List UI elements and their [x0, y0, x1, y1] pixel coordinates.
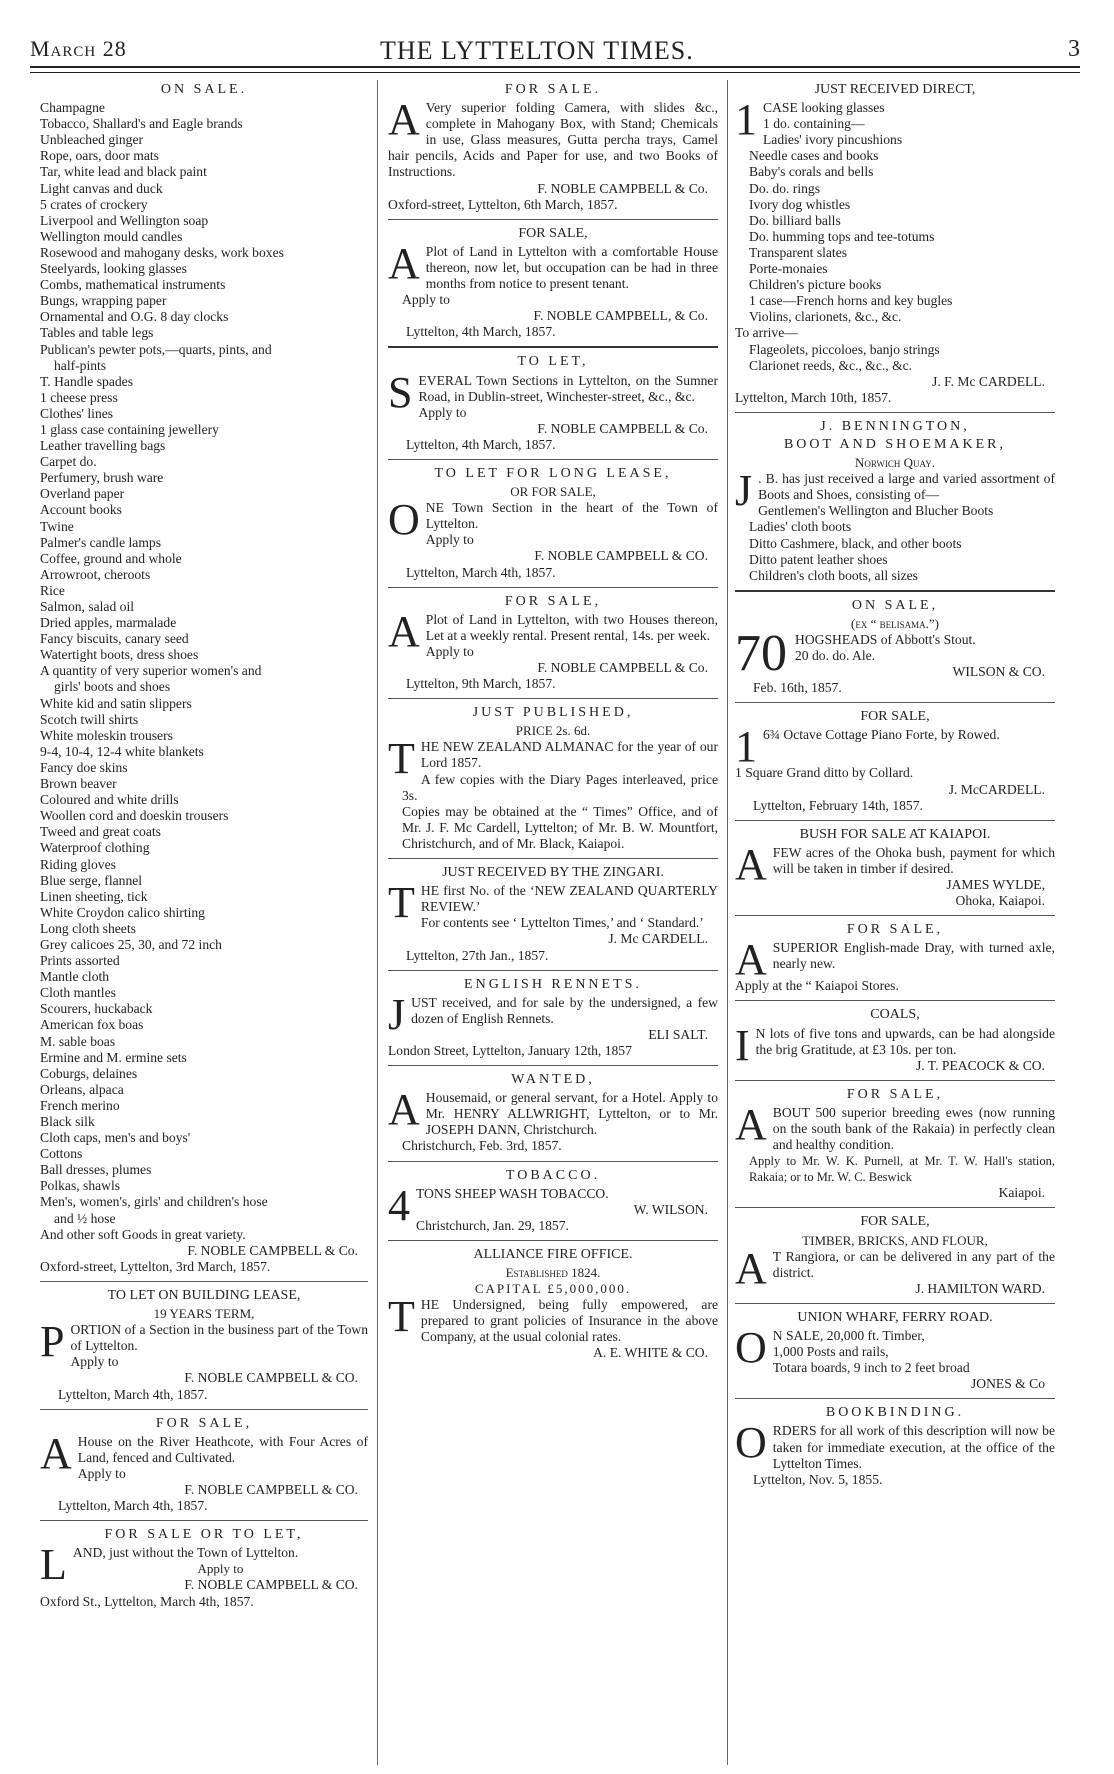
- ad-separator: [735, 412, 1055, 413]
- drop-capital: A: [388, 606, 420, 656]
- list-item: Woollen cord and doeskin trousers: [40, 808, 229, 824]
- ad-signature: A. E. WHITE & CO.: [593, 1345, 708, 1361]
- list-item: Wellington mould candles: [40, 228, 183, 244]
- ad-heading: JUST RECEIVED BY THE ZINGARI.: [442, 865, 664, 881]
- ad-subheading: OR FOR SALE,: [510, 484, 596, 500]
- drop-capital: 1: [735, 722, 757, 772]
- paper-title: THE LYTTELTON TIMES.: [380, 36, 694, 65]
- ad-heading: ON SALE.: [160, 82, 248, 97]
- list-item: Bungs, wrapping paper: [40, 293, 167, 309]
- ad-separator: [388, 219, 718, 220]
- list-item: Rice: [40, 582, 65, 598]
- list-item: Tweed and great coats: [40, 824, 161, 840]
- ad-signature: WILSON & CO.: [952, 664, 1045, 680]
- list-item: Coffee, ground and whole: [40, 550, 182, 566]
- ad-signature: F. NOBLE CAMPBELL & CO.: [534, 548, 708, 564]
- ad-signature: F. NOBLE CAMPBELL, & Co.: [533, 308, 708, 324]
- list-item: Overland paper: [40, 486, 125, 502]
- list-item: Porte-monaies: [749, 261, 828, 277]
- ad-heading: FOR SALE,: [846, 1086, 944, 1102]
- drop-capital: A: [40, 1428, 72, 1478]
- list-item: Do. billiard balls: [749, 212, 841, 228]
- ad-separator: [735, 1398, 1055, 1399]
- list-item: Transparent slates: [749, 244, 848, 260]
- list-item: Tar, white lead and black paint: [40, 164, 207, 180]
- ad-signature: J. Mc CARDELL.: [608, 931, 708, 947]
- ad-date: Christchurch, Feb. 3rd, 1857.: [402, 1138, 562, 1154]
- list-item: Ermine and M. ermine sets: [40, 1049, 187, 1065]
- ad-heading: JUST PUBLISHED,: [472, 705, 634, 721]
- ad-separator: [735, 702, 1055, 703]
- ad-separator: [388, 1065, 718, 1066]
- ad-body: AFEW acres of the Ohoka bush, payment for which will be taken in timber if desired.: [735, 839, 1055, 889]
- list-item: Leather travelling bags: [40, 438, 166, 454]
- drop-capital: T: [388, 1292, 415, 1342]
- drop-capital: O: [735, 1418, 767, 1468]
- ad-body: SEVERAL Town Sections in Lyttelton, on the Sumner Road, in Dublin-street, Winchester-street, &c., &c.: [388, 367, 718, 417]
- ad-body: THE NEW ZEALAND ALMANAC for the year of our Lord 1857.: [388, 734, 718, 784]
- ad-body: 1 6¾ Octave Cottage Piano Forte, by Rowed.: [735, 722, 1000, 772]
- list-item: 1 case—French horns and key bugles: [749, 293, 953, 309]
- drop-capital: T: [388, 878, 415, 928]
- ad-body: ORDERS for all work of this description will now be taken for immediate execution, at the office of the Lyttelton Times.: [735, 1418, 1055, 1471]
- ad-heading: J. BENNINGTON,: [820, 418, 970, 434]
- ad-signature: F. NOBLE CAMPBELL & Co.: [187, 1242, 358, 1258]
- list-item: Rope, oars, door mats: [40, 148, 159, 164]
- list-item: Long cloth sheets: [40, 920, 136, 936]
- ad-signature: F. NOBLE CAMPBELL & Co.: [537, 180, 708, 196]
- drop-numeral: 70: [735, 625, 787, 682]
- list-item: Combs, mathematical instruments: [40, 277, 226, 293]
- ad-heading: FOR SALE,: [846, 922, 944, 938]
- list-item: Ladies' cloth boots: [749, 519, 852, 535]
- ad-body: ABOUT 500 superior breeding ewes (now running on the south bank of the Rakaia) in perfectly clean and healthy condition.: [735, 1099, 1055, 1153]
- list-item: Ditto patent leather shoes: [749, 551, 888, 567]
- ad-apply: Apply to: [418, 404, 467, 420]
- list-item: Polkas, shawls: [40, 1178, 121, 1194]
- list-item: Cottons: [40, 1146, 83, 1162]
- ad-heading: FOR SALE,: [155, 1415, 253, 1431]
- list-item: Brown beaver: [40, 776, 117, 792]
- ad-separator: [388, 970, 718, 971]
- ad-body: ASUPERIOR English-made Dray, with turned axle, nearly new.: [735, 935, 1055, 985]
- list-item: Ornamental and O.G. 8 day clocks: [40, 309, 229, 325]
- ad-body: ONE Town Section in the heart of the Town of Lyttelton.: [388, 495, 718, 545]
- list-item: half-pints: [54, 357, 107, 373]
- drop-capital: A: [735, 839, 767, 889]
- list-item: White Croydon calico shirting: [40, 904, 205, 920]
- ad-zingari: [388, 865, 718, 964]
- ad-body: A Very superior folding Camera, with slides &c., complete in Mahogany Box, with Stand; Chemicals in use, Glass measures, Gutta percha trays, Camel hair pencils, Acids and Paper for use, and two Books of Instructions.: [388, 95, 718, 180]
- list-item: American fox boas: [40, 1017, 144, 1033]
- ad-separator: [388, 698, 718, 699]
- ad-paragraph: Copies may be obtained at the “ Times” Office, and of Mr. J. F. Mc Cardell, Lyttelton; of Mr. B. W. Mountfort, Christchurch, and of Mr. Black, Kaiapoi.: [402, 803, 718, 851]
- issue-date: March 28: [30, 36, 127, 61]
- ad-heading: FOR SALE,: [860, 1214, 930, 1230]
- drop-capital: O: [735, 1323, 767, 1372]
- ad-separator: [40, 1409, 368, 1410]
- ad-date: Feb. 16th, 1857.: [753, 680, 842, 696]
- list-item: Cloth mantles: [40, 985, 116, 1001]
- ad-body: I N lots of five tons and upwards, can be had alongside the brig Gratitude, at £3 10s. per ton.: [735, 1020, 1055, 1070]
- ad-heading: TO LET ON BUILDING LEASE,: [107, 1287, 301, 1303]
- ad-signature: J. T. PEACOCK & CO.: [915, 1057, 1045, 1073]
- ad-capital: CAPITAL £5,000,000.: [474, 1281, 632, 1297]
- ad-building-lease: [40, 1288, 368, 1403]
- ad-on-sale-goods: [40, 82, 368, 1275]
- ad-camera: [388, 82, 718, 213]
- list-item: White moleskin trousers: [40, 727, 173, 743]
- list-item: Arrowroot, cheroots: [40, 566, 151, 582]
- list-item: Tables and table legs: [40, 325, 154, 341]
- drop-capital: S: [388, 367, 413, 417]
- ad-date: Lyttelton, 9th March, 1857.: [406, 676, 556, 692]
- list-item: and ½ hose: [54, 1210, 116, 1226]
- list-item: Grey calicoes 25, 30, and 72 inch: [40, 936, 222, 952]
- ad-separator: [735, 915, 1055, 916]
- ad-place: Kaiapoi.: [998, 1185, 1045, 1201]
- ad-subheading: Established 1824.: [505, 1265, 601, 1280]
- column-divider-2: [727, 80, 728, 1765]
- ad-separator: [388, 346, 718, 348]
- list-item: Ivory dog whistles: [749, 196, 851, 212]
- list-item: Account books: [40, 502, 122, 518]
- ad-timber: [735, 1214, 1055, 1296]
- drop-capital: A: [388, 238, 420, 288]
- ad-separator: [40, 1520, 368, 1521]
- ad-separator: [735, 590, 1055, 592]
- ad-date: Lyttelton, 4th March, 1857.: [406, 324, 556, 340]
- list-item: Violins, clarionets, &c., &c.: [749, 309, 902, 325]
- ad-separator: [40, 1281, 368, 1282]
- ad-signature: F. NOBLE CAMPBELL & CO.: [184, 1577, 358, 1593]
- drop-capital: J: [735, 466, 753, 516]
- list-item: Light canvas and duck: [40, 180, 163, 196]
- column-3: [735, 80, 1055, 1765]
- list-item: M. sable boas: [40, 1033, 116, 1049]
- ad-alliance: [388, 1247, 718, 1362]
- ad-signature: JONES & Co: [970, 1376, 1045, 1392]
- ad-just-received: JUST RECEIVED DIRECT, 1 CASE looking glasses 1 do. containing— Ladies' ivory pincushions Needle cases and books Baby's corals and bells Do. do. rings Ivory dog whistles Do. billiard balls Do. humming tops and tee-totums Transparent slates Porte-monaies Children's picture books 1 case—French horns and key bugles Violins, clarionets, &c., &c. To arrive— Flageolets, piccoloes, banjo strings Clarionet reeds, &c., &c., &c. J. F. Mc CARDELL. Lyttelton, March 10th, 1857.: [735, 82, 1055, 406]
- ad-date: Lyttelton, Nov. 5, 1855.: [753, 1471, 883, 1487]
- ad-piano: FOR SALE, 1 6¾ Octave Cottage Piano Forte, by Rowed. 1 Square Grand ditto by Collard. J. McCARDELL. Lyttelton, February 14th, 1857.: [735, 709, 1055, 813]
- drop-capital: A: [388, 95, 420, 145]
- list-item: Fancy doe skins: [40, 759, 128, 775]
- ad-plot-sale: [388, 226, 718, 341]
- ad-paragraph: For contents see ‘ Lyttelton Times,’ and ‘ Standard.’: [420, 915, 704, 931]
- ad-heading: FOR SALE,: [518, 225, 588, 241]
- list-item: Prints assorted: [40, 953, 120, 969]
- ad-subheading: BOOT AND SHOEMAKER,: [783, 436, 1007, 452]
- ad-date: Lyttelton, March 4th, 1857.: [58, 1498, 208, 1514]
- goods-list: [40, 100, 368, 1243]
- list-item: Palmer's candle lamps: [40, 534, 161, 550]
- page-number: 3: [1068, 36, 1080, 62]
- ad-apply: Apply to: [77, 1465, 126, 1481]
- ad-heading: UNION WHARF, FERRY ROAD.: [797, 1309, 993, 1325]
- list-item: Coloured and white drills: [40, 792, 179, 808]
- ad-land-sale: [40, 1527, 368, 1609]
- drop-capital: A: [735, 935, 767, 985]
- ad-body: JUST received, and for sale by the undersigned, a few dozen of English Rennets.: [388, 989, 718, 1039]
- ad-signature: JAMES WYLDE,: [946, 877, 1045, 893]
- ad-separator: [735, 1000, 1055, 1001]
- ad-separator: [388, 587, 718, 588]
- ad-date: London Street, Lyttelton, January 12th, 1857: [388, 1042, 632, 1058]
- ad-heading: TO LET,: [517, 354, 589, 370]
- ad-signature: F. NOBLE CAMPBELL & CO.: [184, 1481, 358, 1497]
- list-item: 1 do. containing—: [763, 116, 865, 132]
- list-item: Blue serge, flannel: [40, 872, 143, 888]
- list-item: Clothes' lines: [40, 405, 114, 421]
- list-item: Ladies' ivory pincushions: [763, 132, 903, 148]
- ad-heading: ON SALE,: [851, 597, 939, 613]
- ad-heading: ALLIANCE FIRE OFFICE.: [473, 1246, 633, 1262]
- ad-subheading: PRICE 2s. 6d.: [515, 723, 591, 739]
- list-item: Needle cases and books: [749, 148, 879, 164]
- ad-separator: [735, 1303, 1055, 1304]
- ad-paragraph: A few copies with the Diary Pages interleaved, price 3s.: [402, 771, 718, 803]
- ad-body: J . B. has just received a large and varied assortment of Boots and Shoes, consisting of—: [735, 466, 1055, 516]
- list-item: French merino: [40, 1097, 120, 1113]
- drop-capital: I: [735, 1020, 750, 1070]
- goods-list: [735, 116, 1055, 374]
- column-divider-1: [377, 80, 378, 1765]
- goods-list: [735, 503, 1055, 583]
- list-item: Salmon, salad oil: [40, 599, 135, 614]
- ad-bookbinding: [735, 1405, 1055, 1487]
- list-item: Watertight boots, dress shoes: [40, 647, 199, 663]
- ad-heading: BUSH FOR SALE AT KAIAPOI.: [799, 826, 991, 842]
- list-item: Liverpool and Wellington soap: [40, 212, 209, 228]
- list-item: And other soft Goods in great variety.: [40, 1226, 246, 1242]
- list-item: Children's picture books: [749, 277, 882, 293]
- drop-capital: J: [388, 989, 406, 1039]
- ad-heading: TO LET FOR LONG LEASE,: [434, 465, 672, 481]
- ad-bennington: [735, 419, 1055, 584]
- ad-heading: FOR SALE OR TO LET,: [104, 1527, 304, 1543]
- list-item: Unbleached ginger: [40, 132, 144, 148]
- ad-apply: Apply to: [425, 643, 474, 659]
- ad-signature: F. NOBLE CAMPBELL & Co.: [537, 420, 708, 436]
- drop-capital: P: [40, 1317, 65, 1367]
- ad-separator: [388, 1161, 718, 1162]
- ad-heading: FOR SALE.: [504, 82, 602, 97]
- ad-signature: J. HAMILTON WARD.: [915, 1280, 1045, 1296]
- ad-separator: [388, 1240, 718, 1241]
- list-item: Dried apples, marmalade: [40, 615, 177, 631]
- ad-subheading: TIMBER, BRICKS, AND FLOUR,: [802, 1232, 988, 1248]
- ad-body: A T Rangiora, or can be delivered in any part of the district.: [735, 1243, 1055, 1293]
- list-item: Perfumery, brush ware: [40, 470, 164, 486]
- drop-capital: 4: [388, 1180, 410, 1230]
- column-1: [40, 80, 368, 1765]
- list-item: 5 crates of crockery: [40, 196, 148, 212]
- ad-place: Ohoka, Kaiapoi.: [955, 893, 1045, 909]
- ad-body: A Housemaid, or general servant, for a Hotel. Apply to Mr. HENRY ALLWRIGHT, Lyttelton, or to Mr. JOSEPH DANN, Christchurch.: [388, 1085, 718, 1138]
- ad-heading: BOOKBINDING.: [825, 1405, 965, 1421]
- list-item: Do. humming tops and tee-totums: [749, 228, 935, 244]
- ad-separator: [735, 820, 1055, 821]
- list-item: 1 cheese press: [40, 389, 118, 405]
- list-item: Waterproof clothing: [40, 840, 150, 856]
- ad-dray: [735, 922, 1055, 994]
- list-item: T. Handle spades: [40, 373, 133, 389]
- ad-to-let: [388, 354, 718, 453]
- ad-apply: Apply to: [425, 532, 474, 548]
- ad-body: THE first No. of the ‘NEW ZEALAND QUARTERLY REVIEW.’: [388, 878, 718, 928]
- list-item: Riding gloves: [40, 856, 116, 872]
- ad-heading: WANTED,: [511, 1072, 595, 1088]
- ad-date: Oxford-street, Lyttelton, 6th March, 1857.: [388, 196, 618, 212]
- list-item: Coburgs, delaines: [40, 1065, 138, 1081]
- list-item: A quantity of very superior women's and: [40, 663, 262, 679]
- ad-subheading: 19 YEARS TERM,: [153, 1306, 255, 1322]
- list-item: Cloth caps, men's and boys': [40, 1130, 191, 1146]
- ad-apply: Apply to: [70, 1354, 119, 1370]
- ad-subheading: (ex “ belisama.”): [851, 615, 939, 631]
- list-item: Publican's pewter pots,—quarts, pints, and: [40, 341, 272, 357]
- drop-capital: A: [388, 1085, 420, 1135]
- ad-date: Lyttelton, February 14th, 1857.: [753, 797, 923, 813]
- ad-signature: ELI SALT.: [648, 1026, 708, 1042]
- drop-capital: T: [388, 734, 415, 784]
- ad-signature: J. F. Mc CARDELL.: [932, 373, 1045, 389]
- list-item: Baby's corals and bells: [749, 164, 874, 180]
- ad-plot-sale-2: [388, 594, 718, 693]
- masthead: [30, 36, 1080, 70]
- ad-date: Lyttelton, March 4th, 1857.: [406, 564, 556, 580]
- list-item: Linen sheeting, tick: [40, 888, 148, 904]
- drop-capital: 1: [735, 95, 757, 145]
- list-item: 1 glass case containing jewellery: [40, 421, 219, 437]
- list-item: Mantle cloth: [40, 969, 110, 985]
- list-item: Clarionet reeds, &c., &c., &c.: [749, 357, 913, 373]
- list-item: Champagne: [40, 100, 105, 116]
- list-item: girls' boots and shoes: [54, 679, 171, 695]
- list-item: Scourers, huckaback: [40, 1001, 153, 1017]
- ad-heading: FOR SALE,: [860, 709, 930, 725]
- ad-heading: FOR SALE,: [504, 593, 602, 609]
- ad-rennets: [388, 977, 718, 1059]
- ad-body: A House on the River Heathcote, with Four Acres of Land, fenced and Cultivated.: [40, 1428, 368, 1478]
- ad-house-sale: [40, 1416, 368, 1515]
- ad-signature: F. NOBLE CAMPBELL & Co.: [537, 660, 708, 675]
- ad-separator: [735, 1080, 1055, 1081]
- list-item: Rosewood and mahogany desks, work boxes: [40, 244, 284, 260]
- ad-date: Lyttelton, 4th March, 1857.: [406, 436, 556, 452]
- ad-long-lease: [388, 466, 718, 581]
- ad-signature: F. NOBLE CAMPBELL & CO.: [184, 1370, 358, 1386]
- ad-stout: ON SALE, (ex “ belisama.”) 70 HOGSHEADS of Abbott's Stout. 20 do. do. Ale. WILSON & CO. Feb. 16th, 1857.: [735, 598, 1055, 697]
- ad-separator: [388, 858, 718, 859]
- ad-body: A Plot of Land in Lyttelton, with two Houses thereon, Let at a weekly rental. Present rental, 14s. per week.: [388, 606, 718, 656]
- ad-date: Lyttelton, March 10th, 1857.: [735, 389, 892, 405]
- list-item: Orleans, alpaca: [40, 1081, 124, 1097]
- ad-heading: ENGLISH RENNETS.: [464, 976, 642, 992]
- drop-capital: A: [735, 1243, 767, 1293]
- list-item: Gentlemen's Wellington and Blucher Boots: [758, 503, 994, 519]
- ad-date: Christchurch, Jan. 29, 1857.: [416, 1217, 569, 1233]
- ad-heading: JUST RECEIVED DIRECT,: [814, 82, 976, 97]
- ad-apply: Apply to: [402, 292, 450, 308]
- ad-separator: [735, 1207, 1055, 1208]
- ad-date: Lyttelton, March 4th, 1857.: [58, 1386, 208, 1402]
- ad-ewes: [735, 1087, 1055, 1202]
- masthead-rule: [30, 66, 1080, 73]
- ad-address: Oxford-street, Lyttelton, 3rd March, 1857.: [40, 1258, 271, 1274]
- list-item: Scotch twill shirts: [40, 711, 139, 727]
- ad-separator: [388, 459, 718, 460]
- list-item: Ditto Cashmere, black, and other boots: [749, 535, 962, 551]
- column-2: [388, 80, 718, 1765]
- drop-capital: A: [735, 1099, 767, 1149]
- list-item: Tobacco, Shallard's and Eagle brands: [40, 116, 243, 132]
- list-item: Flageolets, piccoloes, banjo strings: [749, 341, 940, 357]
- ad-place: Norwich Quay.: [855, 455, 935, 471]
- list-item: Twine: [40, 518, 74, 534]
- list-item: Ball dresses, plumes: [40, 1162, 152, 1178]
- list-item: Carpet do.: [40, 454, 97, 470]
- list-item: To arrive—: [735, 325, 798, 341]
- ad-signature: W. WILSON.: [633, 1201, 708, 1217]
- ad-union-wharf: UNION WHARF, FERRY ROAD. O N SALE, 20,000 ft. Timber, 1,000 Posts and rails, Totara boards, 9 inch to 2 feet broad JONES & Co: [735, 1310, 1055, 1392]
- ad-coals: [735, 1007, 1055, 1073]
- drop-capital: L: [40, 1540, 67, 1590]
- list-item: Men's, women's, girls' and children's hose: [40, 1194, 268, 1210]
- ad-tobacco: [388, 1168, 718, 1234]
- list-item: 9-4, 10-4, 12-4 white blankets: [40, 743, 204, 759]
- ad-date: Lyttelton, 27th Jan., 1857.: [406, 947, 549, 963]
- ad-apply: Apply to: [197, 1561, 244, 1577]
- ad-heading: TOBACCO.: [505, 1167, 601, 1183]
- ad-almanac: [388, 705, 718, 852]
- ad-bush: [735, 827, 1055, 909]
- ad-paragraph: Apply to Mr. W. K. Purnell, at Mr. T. W. Hall's station, Rakaia; or to Mr. W. C. Beswick: [749, 1154, 1055, 1185]
- ad-body: 4 TONS SHEEP WASH TOBACCO.: [388, 1180, 609, 1230]
- ad-body: LAND, just without the Town of Lyttelton.: [40, 1540, 299, 1590]
- ad-body: THE Undersigned, being fully empowered, are prepared to grant policies of Insurance in the above Company, at the usual colonial rates.: [388, 1292, 718, 1345]
- ad-body: A Plot of Land in Lyttelton with a comfortable House thereon, now let, but occupation can be had in three months from notice to present tenant.: [388, 238, 718, 292]
- drop-capital: O: [388, 495, 420, 545]
- ad-date: Oxford St., Lyttelton, March 4th, 1857.: [40, 1593, 254, 1609]
- list-item: Children's cloth boots, all sizes: [749, 567, 918, 583]
- ad-wanted: [388, 1072, 718, 1154]
- list-item: Black silk: [40, 1114, 95, 1129]
- list-item: Do. do. rings: [749, 180, 820, 196]
- ad-heading: COALS,: [870, 1007, 920, 1023]
- ad-body: PORTION of a Section in the business part of the Town of Lyttelton.: [40, 1317, 368, 1367]
- list-item: Fancy biscuits, canary seed: [40, 631, 189, 647]
- list-item: Steelyards, looking glasses: [40, 261, 187, 277]
- ad-apply: Apply at the “ Kaiapoi Stores.: [735, 978, 899, 994]
- ad-signature: J. McCARDELL.: [948, 781, 1045, 797]
- list-item: White kid and satin slippers: [40, 695, 192, 711]
